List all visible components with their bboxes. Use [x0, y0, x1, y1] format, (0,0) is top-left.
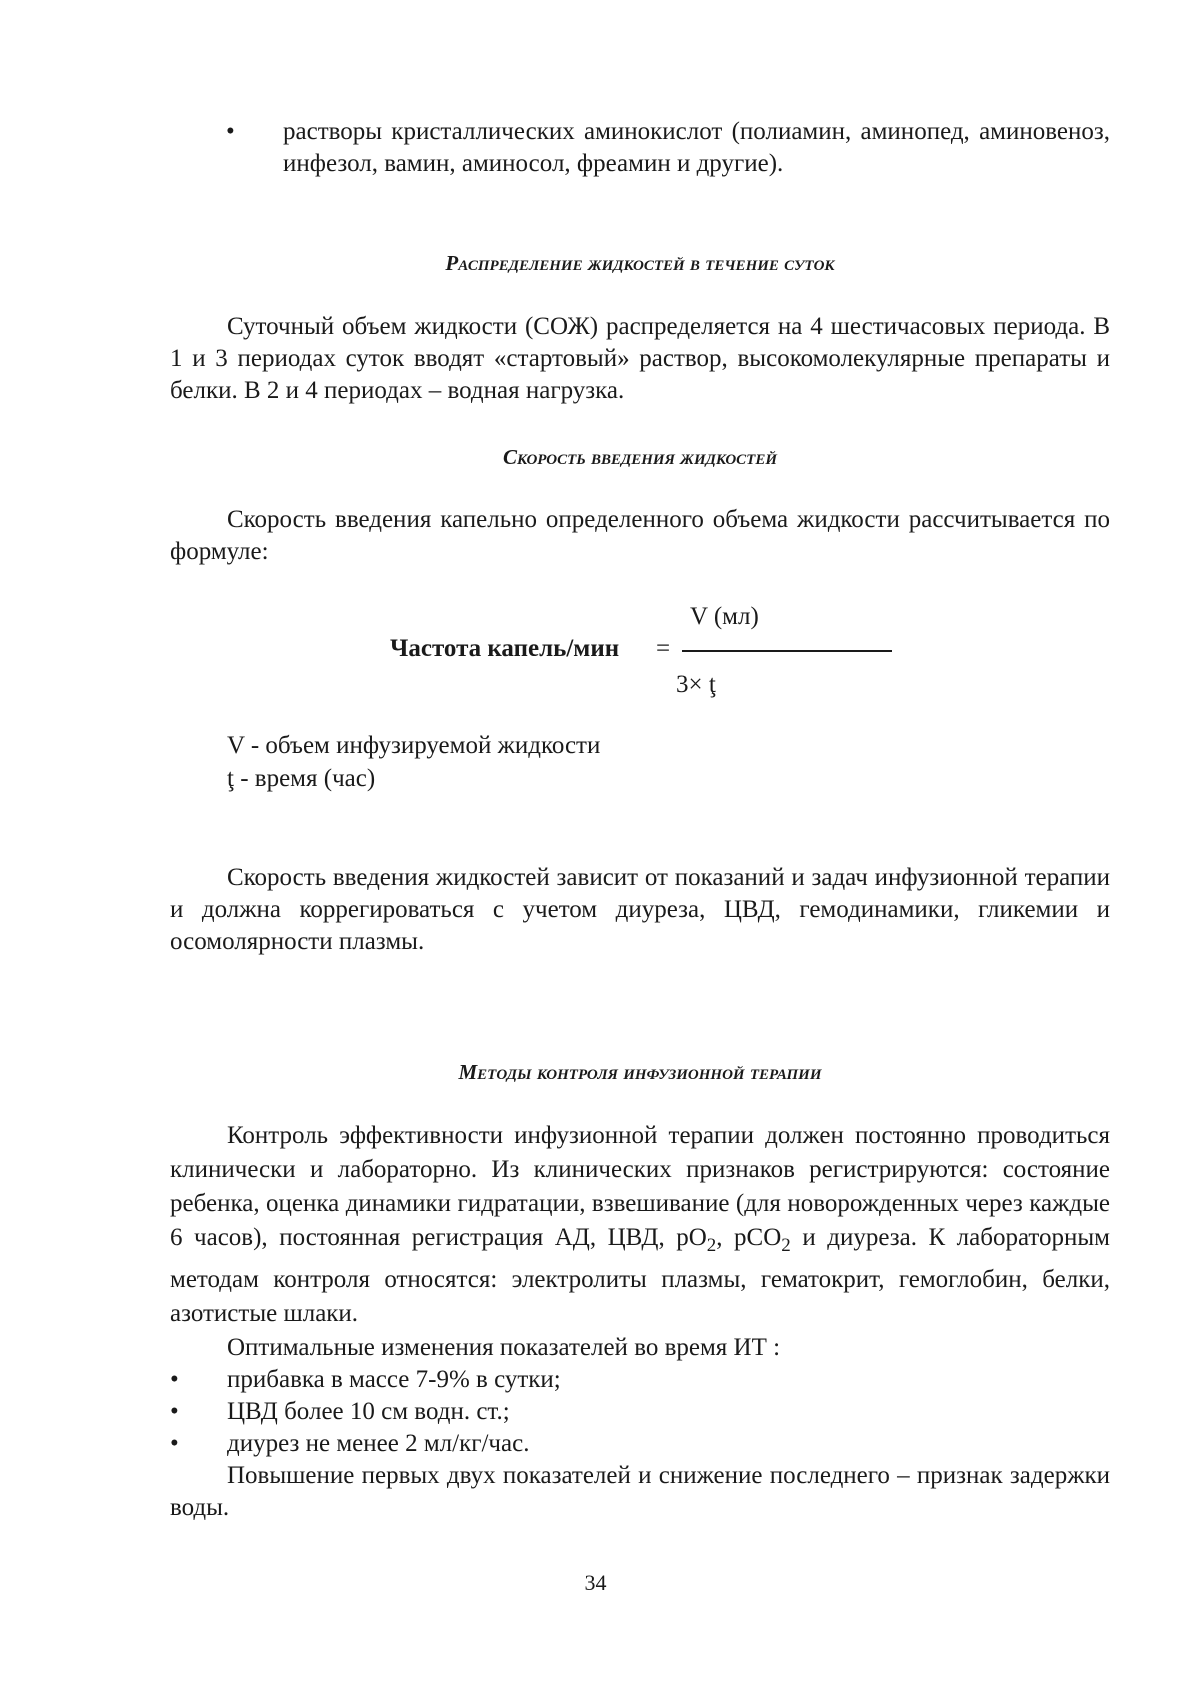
control-text-part1: Контроль эффективности инфузионной терапии должен постоянно проводиться клинически и лабораторно. Из клинических признаков регистрируются: состояние ребенка, оценка динамики гидратации, взвешивание (для новорожденных через каждые 6 часов), постоянная регистрация АД, ЦВД, рО	[170, 1122, 1110, 1251]
po2-subscript: 2	[706, 1235, 717, 1256]
list-item-text: прибавка в массе 7-9% в сутки;	[227, 1366, 561, 1393]
bullet-marker: •	[170, 1430, 179, 1457]
control-text-part3: и диуреза. К лабораторным методам контроля относятся: электролиты плазмы, гематокрит, гемоглобин, белки, азотистые шлаки.	[170, 1224, 1111, 1327]
formula-equals: =	[656, 635, 671, 662]
list-item-text: диурез не менее 2 мл/кг/час.	[227, 1430, 530, 1457]
section-heading-control-methods: Методы контроля инфузионной терапии	[458, 1060, 822, 1084]
section-heading-rate: Скорость введения жидкостей	[502, 445, 778, 469]
intro-bullet-text: растворы кристаллических аминокислот (полиамин, аминопед, аминовеноз, инфезол, вамин, аминосол, фреамин и другие).	[283, 118, 1110, 177]
control-paragraph	[170, 1119, 1110, 1331]
pco2-subscript: 2	[781, 1235, 791, 1256]
rate-dependency-paragraph: Скорость введения жидкостей зависит от показаний и задач инфузионной терапии и должна коррегироваться с учетом диуреза, ЦВД, гемодинамики, гликемии и осомолярности плазмы.	[170, 864, 1110, 955]
bullet-marker: •	[226, 118, 235, 145]
section-heading-distribution: Распределение жидкостей в течение суток	[445, 251, 835, 275]
optimal-changes-intro: Оптимальные изменения показателей во время ИТ :	[227, 1334, 781, 1361]
bullet-marker: •	[170, 1398, 179, 1425]
control-text-part2: , рСО	[716, 1224, 782, 1251]
page-number: 34	[584, 1570, 607, 1595]
rate-paragraph: Скорость введения капельно определенного объема жидкости рассчитывается по формуле:	[170, 506, 1110, 565]
bullet-marker: •	[170, 1366, 179, 1393]
formula-label: Частота капель/мин	[390, 635, 620, 662]
fraction-bar	[682, 650, 892, 652]
formula-denominator: 3× ţ	[676, 671, 716, 698]
formula-numerator: V (мл)	[690, 603, 759, 630]
legend-time: ţ - время (час)	[227, 765, 376, 792]
intro-bullet-item	[226, 116, 1110, 180]
conclusion-paragraph: Повышение первых двух показателей и снижение последнего – признак задержки воды.	[170, 1462, 1110, 1521]
distribution-paragraph: Суточный объем жидкости (СОЖ) распределяется на 4 шестичасовых периода. В 1 и 3 периодах суток вводят «стартовый» раствор, высокомолекулярные препараты и белки. В 2 и 4 периодах – водная нагрузка.	[170, 313, 1110, 404]
list-item-text: ЦВД более 10 см водн. ст.;	[227, 1398, 510, 1425]
legend-volume: V - объем инфузируемой жидкости	[227, 732, 601, 759]
